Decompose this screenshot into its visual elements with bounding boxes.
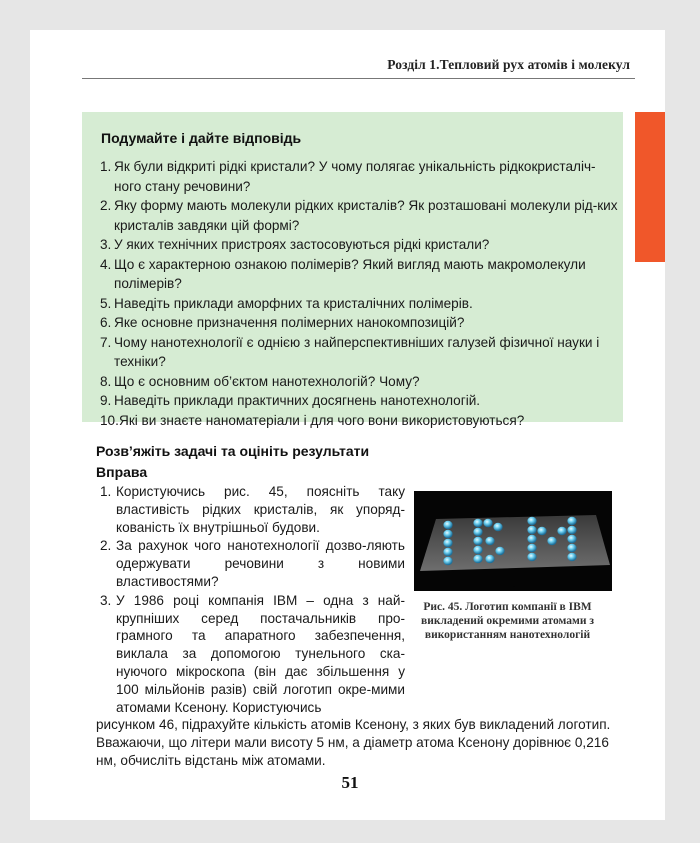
question-text: Наведіть приклади практичних досягнень нанотехнологій. [114,393,481,408]
question-item [100,391,620,411]
question-text: У яких технічних пристроях застосовуються рідкі кристали? [114,237,490,252]
xenon-atom [473,519,482,527]
xenon-atom [527,544,536,552]
xenon-atom [495,547,504,555]
question-number: 2. [100,198,112,213]
question-text: Як були відкриті рідкі кристали? У чому полягає унікальність рідкокристаліч-ного стану речовини? [114,159,596,194]
figure-caption-text: Логотип компанії в IBM викладений окремими атомами з використанням нанотехнологій [421,601,594,641]
page-number: 51 [341,773,359,792]
header-divider [82,78,635,79]
task-text-continued: рисунком 46, підрахуйте кількість атомів Ксенону, з яких був викладений логотип. Вважаючи, що літери мали висоту 5 нм, а діаметр атома Ксенону дорівнює 0,216 нм, обчисліть відстань між атомами. [96,717,611,768]
task-text: Користуючись рис. 45, поясніть таку властивість рідких кристалів, як упоряд-кованість їх внутрішньої будови. [116,484,405,535]
xenon-atom [483,519,492,527]
chapter-header: Розділ 1.Тепловий рух атомів і молекул [387,57,630,72]
question-text: Що є характерною ознакою полімерів? Який вигляд мають макромолекули полімерів? [114,256,586,291]
question-item [100,313,620,333]
xenon-atom [443,557,452,565]
xenon-atom [567,553,576,561]
task-text: За рахунок чого нанотехнології дозво-ляють одержувати речовини з новими властивостями? [116,538,405,589]
question-item [100,235,620,255]
xenon-atom [557,527,566,535]
xenon-atom [527,517,536,525]
task-text: У 1986 році компанія IBM – одна з най-крупніших серед постачальників про-грамного та апаратного забезпечення, виклала за допомогою тунельного ска-нуючого мікроскопа (він дає збільшення у 100 мільйонів разів) свій логотип окре-мими атомами Ксенону. Користуючись [116,592,405,715]
xenon-atom [567,544,576,552]
tasks-subtitle: Вправа [96,464,148,480]
xenon-atom [485,555,494,563]
xenon-atom [547,537,556,545]
xenon-atom [473,528,482,536]
question-item [100,255,620,294]
question-text: Що є основним об’єктом нанотехнологій? Чому? [114,373,420,389]
question-number: 9. [100,393,112,408]
xenon-atom [443,521,452,529]
question-text: Які ви знаєте наноматеріали і для чого вони використовуються? [119,412,525,428]
tasks-heading [96,441,369,483]
questions-list [100,157,620,430]
question-text: Чому нанотехнології є однією з найперспективніших галузей фізичної науки і техніки? [114,334,600,369]
xenon-atom [443,539,452,547]
task-number: 2. [100,538,112,554]
ibm-atoms-illustration [414,491,612,591]
xenon-atom [567,526,576,534]
logo-text: IBM [513,587,515,588]
question-item [100,294,620,314]
tasks-title: Розв’яжіть задачі та оцініть результати [96,443,370,459]
question-number: 5. [100,295,112,311]
xenon-atom [443,530,452,538]
task-item [96,483,405,536]
question-item [100,333,620,372]
task-number: 3. [100,592,112,608]
question-text: Яку форму мають молекули рідких кристалів? Як розташовані молекули рід-ких кристалів завдяки цій формі? [114,198,618,233]
xenon-atom [473,537,482,545]
xenon-atom [485,537,494,545]
chapter-side-tab [635,112,665,262]
question-item [100,411,620,431]
question-number: 6. [100,315,112,330]
question-text: Наведіть приклади аморфних та кристалічних полімерів. [114,295,473,311]
xenon-atom [567,535,576,543]
xenon-atom [527,553,536,561]
question-item [100,157,620,196]
question-number: 3. [100,237,112,252]
figure-caption [395,600,620,642]
question-number: 1. [100,159,112,174]
xenon-atom [473,546,482,554]
question-item [100,196,620,235]
task-number: 1. [100,484,112,499]
ibm-atoms-photo [414,491,612,591]
question-text: Яке основне призначення полімерних нанокомпозицій? [114,315,465,330]
xenon-atom [527,535,536,543]
questions-title: Подумайте і дайте відповідь [101,130,302,146]
question-number: 4. [100,256,112,272]
xenon-atom [527,526,536,534]
xenon-atom [443,548,452,556]
question-number: 7. [100,334,112,350]
xenon-atom [493,523,502,531]
xenon-atom [473,555,482,563]
xenon-atom [567,517,576,525]
question-number: 8. [100,373,112,389]
task-item [96,537,405,590]
question-number: 10. [100,412,119,428]
xenon-atom [537,527,546,535]
figure-caption-label: Рис. 45. [423,601,463,613]
question-item [100,372,620,392]
